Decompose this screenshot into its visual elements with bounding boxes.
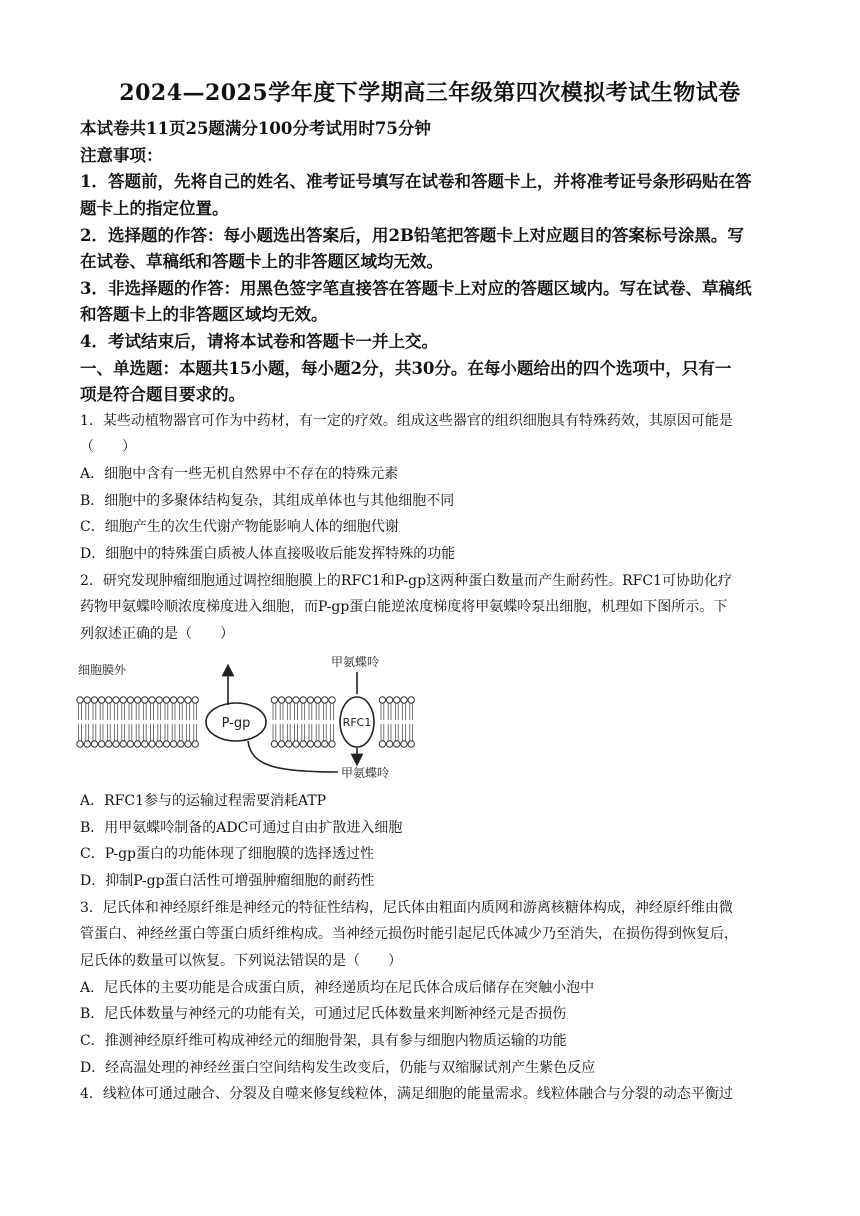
- q3-stem-line-3: 尼氏体的数量可以恢复。下列说法错误的是（ ）: [80, 953, 402, 969]
- q3-option-c: C．推测神经原纤维可构成神经元的细胞骨架，具有参与细胞内物质运输的功能: [80, 1033, 567, 1049]
- exam-title: 2024—2025学年度下学期高三年级第四次模拟考试生物试卷: [119, 80, 741, 106]
- membrane-transport-diagram: [76, 654, 416, 784]
- notice-heading: 注意事项：: [80, 146, 163, 165]
- q3-option-a: A．尼氏体的主要功能是合成蛋白质，神经递质均在尼氏体合成后储存在突触小泡中: [80, 980, 595, 996]
- pgp-protein: [206, 703, 266, 741]
- q1-option-d: D．细胞中的特殊蛋白质被人体直接吸收后能发挥特殊的功能: [80, 546, 456, 562]
- outside-label: 细胞膜外: [78, 663, 127, 677]
- q3-option-b: B．尼氏体数量与神经元的功能有关，可通过尼氏体数量来判断神经元是否损伤: [80, 1006, 567, 1022]
- q1-option-c: C．细胞产生的次生代谢产物能影响人体的细胞代谢: [80, 519, 399, 535]
- notice-1-line-1: 1．答题前，先将自己的姓名、准考证号填写在试卷和答题卡上，并将准考证号条形码贴在答: [80, 172, 752, 191]
- notice-2-line-2: 在试卷、草稿纸和答题卡上的非答题区域均无效。: [80, 252, 443, 271]
- q2-option-c: C．P-gp蛋白的功能体现了细胞膜的选择透过性: [80, 846, 375, 862]
- q2-option-a: A．RFC1参与的运输过程需要消耗ATP: [80, 793, 327, 809]
- rfc1-label: RFC1: [342, 716, 372, 729]
- section-heading-line-1: 一、单选题：本题共15小题，每小题2分，共30分。在每小题给出的四个选项中，只有一: [80, 359, 732, 378]
- pgp-label: P-gp: [221, 716, 251, 731]
- section-heading-line-2: 项是符合题目要求的。: [80, 385, 245, 404]
- notice-1-line-2: 题卡上的指定位置。: [80, 199, 229, 218]
- rfc1-protein: [340, 697, 374, 747]
- q2-stem-line-3: 列叙述正确的是（ ）: [80, 626, 234, 642]
- top-methotrexate-label: 甲氨蝶呤: [331, 655, 380, 669]
- q1-option-a: A．细胞中含有一些无机自然界中不存在的特殊元素: [80, 466, 399, 482]
- notice-3-line-1: 3．非选择题的作答：用黑色签字笔直接答在答题卡上对应的答题区域内。写在试卷、草稿纸: [80, 279, 752, 298]
- notice-4: 4．考试结束后，请将本试卷和答题卡一并上交。: [80, 332, 438, 351]
- q3-stem-line-2: 管蛋白、神经丝蛋白等蛋白质纤维构成。当神经元损伤时能引起尼氏体减少乃至消失，在损伤得到恢复后，: [80, 926, 738, 942]
- q2-option-b: B．用甲氨蝶呤制备的ADC可通过自由扩散进入细胞: [80, 820, 403, 836]
- notice-2-line-1: 2．选择题的作答：每小题选出答案后，用2B铅笔把答题卡上对应题目的答案标号涂黑。写: [80, 226, 744, 245]
- q2-option-d: D．抑制P-gp蛋白活性可增强肿瘤细胞的耐药性: [80, 873, 375, 889]
- q1-stem-line-2: （ ）: [80, 439, 136, 455]
- exam-info: 本试卷共11页25题满分100分考试用时75分钟: [80, 119, 431, 138]
- q3-option-d: D．经高温处理的神经丝蛋白空间结构发生改变后，仍能与双缩脲试剂产生紫色反应: [80, 1060, 596, 1076]
- q3-stem-line-1: 3．尼氏体和神经原纤维是神经元的特征性结构，尼氏体由粗面内质网和游离核糖体构成，神经原纤维由微: [80, 900, 733, 916]
- q2-stem-line-1: 2．研究发现肿瘤细胞通过调控细胞膜上的RFC1和P-gp这两种蛋白数量而产生耐药性。RFC1可协助化疗: [80, 573, 732, 589]
- notice-3-line-2: 和答题卡上的非答题区域均无效。: [80, 305, 328, 324]
- q4-stem-line-1: 4．线粒体可通过融合、分裂及自噬来修复线粒体，满足细胞的能量需求。线粒体融合与分裂的动态平衡过: [80, 1086, 733, 1102]
- q2-stem-line-2: 药物甲氨蝶呤顺浓度梯度进入细胞，而P-gp蛋白能逆浓度梯度将甲氨蝶呤泵出细胞，机理如下图所示。下: [80, 599, 728, 615]
- q1-option-b: B．细胞中的多聚体结构复杂，其组成单体也与其他细胞不同: [80, 493, 455, 509]
- q1-stem-line-1: 1．某些动植物器官可作为中药材，有一定的疗效。组成这些器官的组织细胞具有特殊药效，其原因可能是: [80, 413, 733, 429]
- bottom-methotrexate-label: 甲氨蝶呤: [341, 766, 390, 780]
